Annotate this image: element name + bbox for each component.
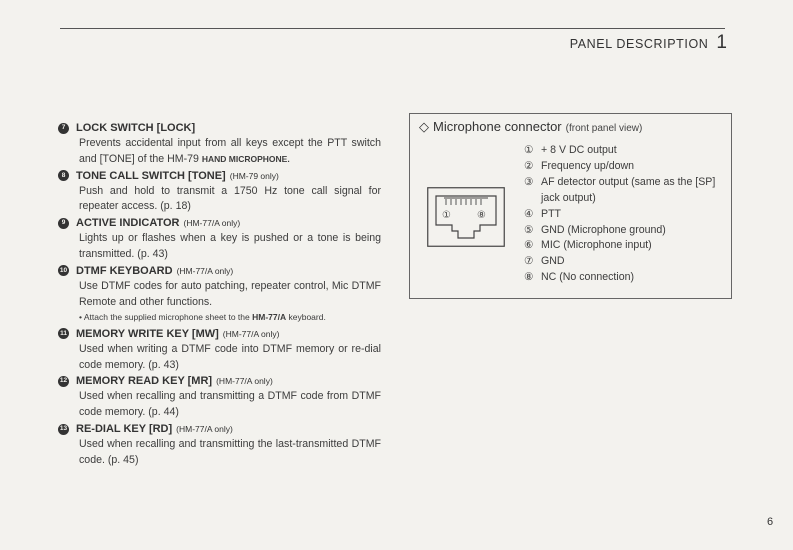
box-title: Microphone connector bbox=[433, 119, 562, 134]
item-model-note: (HM-77/A only) bbox=[176, 424, 233, 435]
item-description: Use DTMF codes for auto patching, repeater control, Mic DTMF Remote and other functions. bbox=[79, 279, 381, 308]
item-title: TONE CALL SWITCH [TONE] bbox=[76, 169, 226, 182]
item-title: MEMORY WRITE KEY [MW] bbox=[76, 327, 219, 340]
item-model-note: (HM-77/A only) bbox=[176, 265, 234, 276]
pin-number: ⑧ bbox=[524, 271, 534, 284]
item-description: Used when recalling and transmitting the last-transmitted DTMF code. (p. 45) bbox=[79, 438, 381, 466]
item-model-note: (HM-79 only) bbox=[229, 170, 279, 181]
list-item-re-dial-key bbox=[58, 421, 381, 469]
note-text-end: keyboard. bbox=[288, 312, 326, 323]
item-model-note: (HM-77/A only) bbox=[216, 376, 273, 387]
item-title: RE-DIAL KEY [RD] bbox=[76, 423, 173, 436]
list-item-tone-call-switch bbox=[58, 168, 381, 216]
key-description-list bbox=[58, 120, 381, 469]
item-description-text: Prevents accidental input from all keys except the PTT switch and [TONE] of the HM-79 bbox=[79, 137, 381, 165]
pin-description: PTT bbox=[541, 207, 562, 220]
item-number-badge: 12 bbox=[58, 376, 69, 387]
pin-description: + 8 V DC output bbox=[541, 144, 617, 156]
microphone-connector-box bbox=[409, 113, 732, 299]
page-number: 6 bbox=[767, 516, 774, 528]
pin-row bbox=[524, 254, 729, 270]
list-item-memory-write-key bbox=[58, 326, 381, 374]
pin-description: NC (No connection) bbox=[541, 271, 635, 284]
pin-row bbox=[524, 159, 729, 175]
box-header bbox=[419, 119, 642, 135]
pin-number: ① bbox=[524, 144, 534, 156]
item-number-badge: 9 bbox=[58, 218, 69, 229]
pin-description: MIC (Microphone input) bbox=[541, 239, 652, 252]
pin-number: ⑤ bbox=[524, 223, 534, 236]
section-title: PANEL DESCRIPTION bbox=[569, 37, 709, 51]
item-number-badge: 8 bbox=[58, 170, 69, 181]
pin-label-left: ① bbox=[442, 210, 451, 221]
section-header bbox=[570, 32, 727, 54]
item-number-badge: 11 bbox=[58, 328, 69, 339]
item-title: LOCK SWITCH [LOCK] bbox=[76, 122, 196, 134]
pin-row bbox=[524, 175, 729, 207]
pin-number: ③ bbox=[524, 175, 534, 188]
item-number-badge: 7 bbox=[58, 123, 69, 134]
item-title: MEMORY READ KEY [MR] bbox=[76, 375, 213, 388]
item-description: Used when recalling and transmitting a DTMF code from DTMF code memory. (p. 44) bbox=[79, 390, 381, 419]
pin-row bbox=[524, 223, 729, 239]
list-item-dtmf-keyboard bbox=[58, 263, 381, 326]
item-note bbox=[79, 310, 381, 326]
pin-number: ④ bbox=[524, 207, 534, 220]
pin-row bbox=[524, 270, 729, 286]
chapter-number: 1 bbox=[716, 32, 727, 53]
diamond-icon: ◇ bbox=[419, 119, 429, 134]
list-item-memory-read-key bbox=[58, 373, 381, 421]
top-rule bbox=[60, 28, 725, 29]
list-item-lock-switch bbox=[58, 120, 381, 168]
item-model-note: (HM-77/A only) bbox=[222, 328, 280, 339]
pin-row bbox=[524, 238, 729, 254]
pin-number: ⑦ bbox=[524, 255, 534, 268]
item-title: ACTIVE INDICATOR bbox=[76, 217, 180, 230]
pin-row bbox=[524, 143, 729, 159]
pin-row bbox=[524, 207, 729, 223]
pin-contacts bbox=[444, 198, 488, 205]
pin-description: AF detector output (same as the [SP] jack output) bbox=[541, 175, 716, 204]
item-title: DTMF KEYBOARD bbox=[76, 264, 173, 277]
note-model: HM-77/A bbox=[252, 312, 287, 323]
pin-list bbox=[524, 143, 729, 286]
pin-number: ⑥ bbox=[524, 239, 534, 252]
item-description: Used when writing a DTMF code into DTMF memory or re-dial code memory. (p. 43) bbox=[79, 342, 381, 371]
pin-description: GND bbox=[541, 255, 565, 268]
pin-description: Frequency up/down bbox=[541, 159, 635, 172]
item-description: Lights up or flashes when a key is pushed or a tone is being transmitted. (p. 43) bbox=[79, 232, 381, 260]
item-description-caps: HAND MICROPHONE. bbox=[201, 153, 290, 164]
box-subtitle: (front panel view) bbox=[565, 123, 643, 134]
item-model-note: (HM-77/A only) bbox=[183, 218, 241, 229]
connector-diagram-icon bbox=[427, 187, 505, 247]
item-number-badge: 10 bbox=[58, 265, 69, 276]
note-text: • Attach the supplied microphone sheet to the bbox=[79, 312, 250, 323]
item-description bbox=[79, 136, 381, 168]
item-description: Push and hold to transmit a 1750 Hz tone call signal for repeater access. (p. 18) bbox=[79, 184, 381, 213]
pin-number: ② bbox=[524, 159, 534, 172]
pin-label-right: ⑧ bbox=[477, 210, 486, 221]
pin-description: GND (Microphone ground) bbox=[541, 223, 666, 236]
list-item-active-indicator bbox=[58, 215, 381, 263]
item-number-badge: 13 bbox=[58, 424, 69, 435]
